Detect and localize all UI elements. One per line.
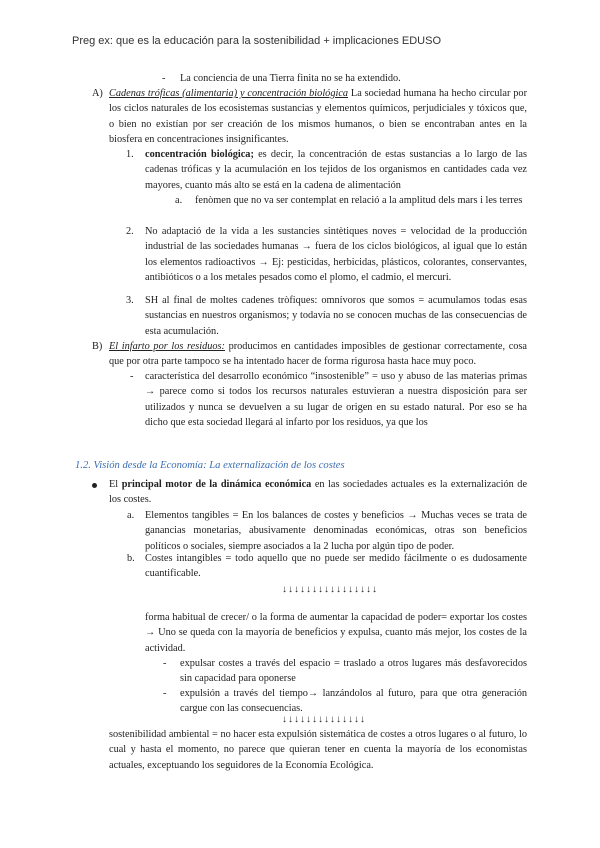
section-b-sub: característica del desarrollo económico “insostenible” = uso y abuso de las materias primas → parece como si todos los recursos naturales estuvieran a nuestra disposición para ser utilizados y nunca se devuelven a su lugar de origen en su estado natural. Por eso se ha dicho que esta sociedad llegará al infarto por los residuos, ya que los: [145, 371, 527, 429]
list-item: SH al final de moltes cadenes tròfiques: omnívoros que somos = acumulamos todas esas sustancias en nuestros organismos; y todavía no se conocen muchas de las consecuencias de esta acumulación.: [145, 295, 527, 337]
page-header: Preg ex: que es la educación para la sostenibilidad + implicaciones EDUSO: [72, 35, 442, 47]
dash-item: expulsión a través del tiempo→ lanzándolos al futuro, para que otra generación cargue con las consecuencias.: [180, 688, 527, 715]
list-item: No adaptació de la vida a les sustancies sintètiques noves = velocidad de la producción industrial de las sociedades humanas → fuera de los ciclos biológicos, al igual que lo están los elementos radioactivos → Ej: pesticidas, herbicidas, plásticos, colorantes, conservantes, antibióticos o a los metales pesados como el plomo, el cadmio, el mercuri.: [145, 226, 527, 284]
down-arrows-icon: ↓↓↓↓↓↓↓↓↓↓↓↓↓↓: [282, 714, 366, 725]
econ-item-a: Elementos tangibles = En los balances de costes y beneficios → Muchas veces se trata de ganancias monetarias, abusivamente denominadas económicas, otras son beneficios políticos o sociales, siempre asociados a la 2 lucha por algún tipo de poder.: [145, 510, 527, 552]
econ-paragraph-2: forma habitual de crecer/ o la forma de aumentar la capacidad de poder= exportar los costes → Uno se queda con la mayoría de beneficios y expulsa, cuanto más mejor, los costes de la actividad.: [145, 612, 527, 654]
econ-paragraph: [109, 477, 527, 508]
intro-text: La conciencia de una Tierra finita no se ha extendido.: [180, 73, 401, 84]
section-b-paragraph: [109, 339, 527, 370]
section-a-text: La sociedad humana ha hecho circular por los ciclos naturales de los ecosistemas sustancias y elementos químicos, perjudiciales y tóxicos que, o bien no existían por ser creación de los mismos humanos, o bien se encontraban antes en la biosfera en concentraciones insignificantes.: [109, 88, 527, 146]
list-dash: -: [163, 658, 167, 669]
down-arrows-icon: ↓↓↓↓↓↓↓↓↓↓↓↓↓↓↓↓: [282, 584, 378, 595]
item-number: 2.: [126, 226, 134, 237]
econ-bold: principal motor de la dinámica económica: [121, 479, 312, 490]
sub-marker: a.: [175, 195, 183, 206]
list-dash: -: [163, 688, 167, 699]
section-b-title: El infarto por los residuos:: [109, 341, 225, 352]
item-text: es decir, la concentración de estas sustancias a lo largo de las cadenas tróficas y la acumulación en los tejidos de los organismos en cantidades cada vez mayores, cuanto más alto se está en la cadena de alimentación: [145, 149, 527, 191]
bullet-icon: [92, 483, 97, 488]
dash-item: expulsar costes a través del espacio = traslado a otros lugares más desfavorecidos sin capacidad para oponerse: [180, 658, 527, 685]
econ-post: en las sociedades actuales es la externalización de los costes.: [109, 479, 528, 506]
item-number: 1.: [126, 149, 134, 160]
list-item: [145, 147, 527, 193]
section-a-title: Cadenas tróficas (alimentaria) y concentración biológica: [109, 88, 349, 99]
sub-marker: b.: [127, 553, 135, 564]
section-heading: 1.2. Visión desde la Economía: La externalización de los costes: [75, 460, 345, 471]
econ-item-b: Costes intangibles = todo aquello que no puede ser medido fácilmente o es dudosamente cuantificable.: [145, 553, 527, 580]
econ-pre: El: [109, 479, 122, 490]
item-number: 3.: [126, 295, 134, 306]
list-marker-b: B): [92, 341, 103, 352]
sub-item: fenòmen que no va ser contemplat en relació a la amplitud dels mars i les terres: [195, 195, 523, 206]
section-b-text: producimos en cantidades imposibles de gestionar correctamente, cosa que por otra parte tampoco se ha intentado hacer de forma rigurosa hasta hace muy poco.: [109, 341, 527, 368]
section-a-paragraph: [109, 86, 527, 148]
item-bold: concentración biológica;: [145, 149, 254, 160]
sub-marker: a.: [127, 510, 135, 521]
list-dash: -: [162, 73, 166, 84]
list-dash: -: [130, 371, 134, 382]
list-marker-a: A): [92, 88, 103, 99]
econ-final-paragraph: sostenibilidad ambiental = no hacer esta expulsión sistemática de costes a otros lugares o al futuro, lo cual y hasta el momento, no parece que quieran tener en cuenta la mayoría de los economistas actuales, exceptuando los seguidores de la Economía Ecológica.: [109, 729, 527, 771]
